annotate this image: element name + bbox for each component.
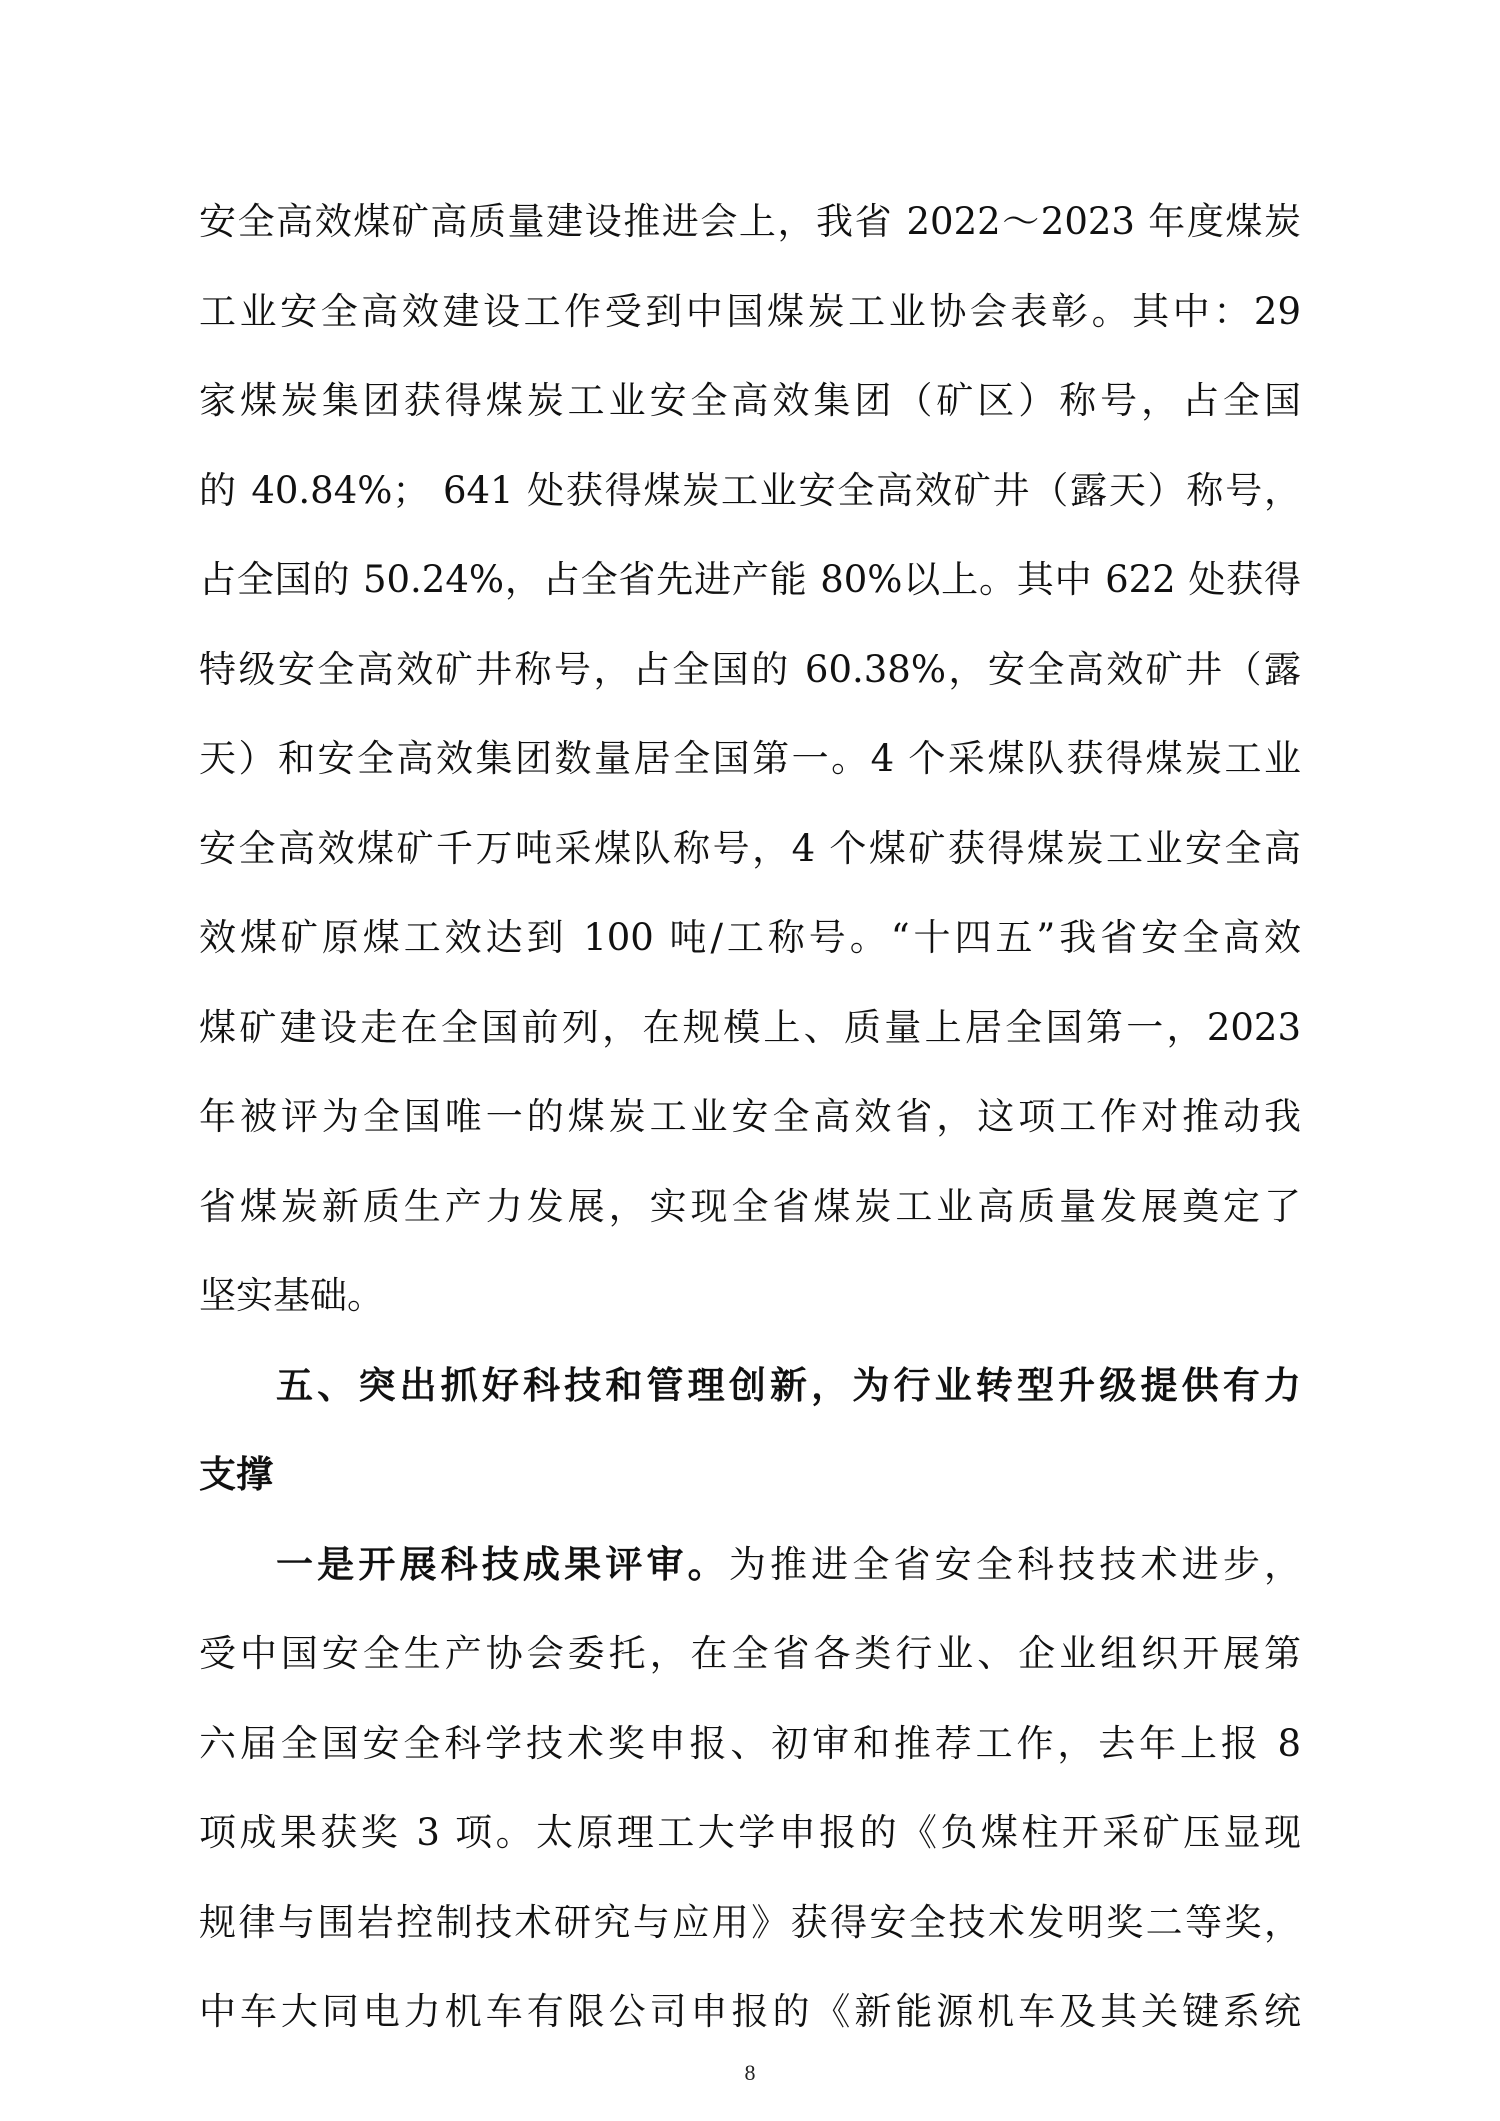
paragraph-line: 项成果获奖 3 项。太原理工大学申报的《负煤柱开采矿压显现 <box>199 1811 1301 1854</box>
paragraph-line: 省煤炭新质生产力发展，实现全省煤炭工业高质量发展奠定了 <box>199 1185 1301 1228</box>
paragraph-line: 安全高效煤矿高质量建设推进会上，我省 2022～2023 年度煤炭 <box>199 200 1301 243</box>
paragraph-line: 家煤炭集团获得煤炭工业安全高效集团（矿区）称号，占全国 <box>199 379 1301 422</box>
paragraph-line: 安全高效煤矿千万吨采煤队称号，4 个煤矿获得煤炭工业安全高 <box>199 827 1301 870</box>
paragraph-first-line <box>276 1525 1301 1605</box>
lead-bold-text: 一是开展科技成果评审。 <box>276 1543 729 1586</box>
section-heading-line: 支撑 <box>199 1453 273 1496</box>
paragraph-line: 特级安全高效矿井称号，占全国的 60.38%，安全高效矿井（露 <box>199 648 1301 691</box>
page-number: 8 <box>744 2060 756 2085</box>
lead-rest-text: 为推进全省安全科技技术进步， <box>728 1543 1301 1586</box>
paragraph-line: 天）和安全高效集团数量居全国第一。4 个采煤队获得煤炭工业 <box>199 737 1301 780</box>
paragraph-line: 煤矿建设走在全国前列，在规模上、质量上居全国第一，2023 <box>199 1006 1301 1049</box>
paragraph-line: 年被评为全国唯一的煤炭工业安全高效省，这项工作对推动我 <box>199 1095 1301 1138</box>
paragraph-line: 效煤矿原煤工效达到 100 吨/工称号。“十四五”我省安全高效 <box>199 916 1301 959</box>
paragraph-line: 坚实基础。 <box>199 1274 384 1317</box>
paragraph-line: 中车大同电力机车有限公司申报的《新能源机车及其关键系统 <box>199 1990 1301 2033</box>
paragraph-line: 工业安全高效建设工作受到中国煤炭工业协会表彰。其中：29 <box>199 290 1301 333</box>
paragraph-line: 规律与围岩控制技术研究与应用》获得安全技术发明奖二等奖， <box>199 1901 1301 1944</box>
paragraph-line: 受中国安全生产协会委托，在全省各类行业、企业组织开展第 <box>199 1632 1301 1675</box>
section-heading-line: 五、突出抓好科技和管理创新，为行业转型升级提供有力 <box>276 1364 1301 1407</box>
paragraph-line: 六届全国安全科学技术奖申报、初审和推荐工作，去年上报 8 <box>199 1722 1301 1765</box>
paragraph-line: 的 40.84%； 641 处获得煤炭工业安全高效矿井（露天）称号， <box>199 469 1301 512</box>
paragraph-line: 占全国的 50.24%，占全省先进产能 80%以上。其中 622 处获得 <box>199 558 1301 601</box>
